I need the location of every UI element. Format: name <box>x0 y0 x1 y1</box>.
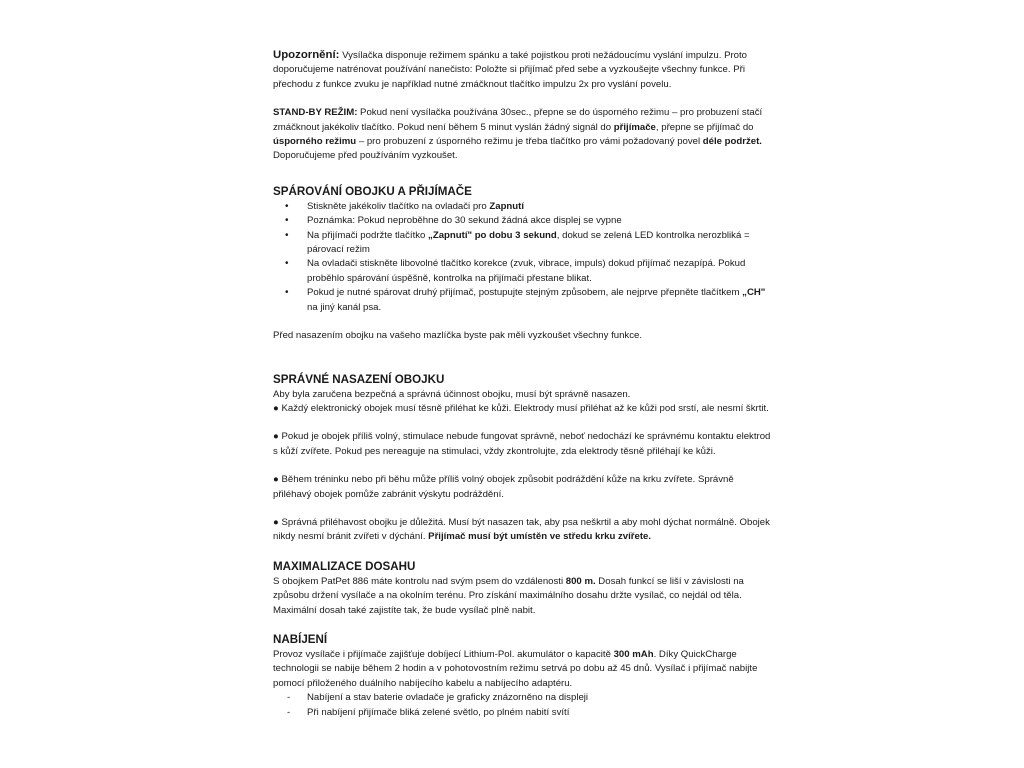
list-item: - Nabíjení a stav baterie ovladače je graficky znázorněno na displeji <box>287 691 773 705</box>
pairing-list <box>273 200 773 315</box>
standby-lead: STAND-BY REŽIM: <box>273 107 358 119</box>
standby-bold-1: přijímače <box>613 121 656 133</box>
range-heading: MAXIMALIZACE DOSAHU <box>273 559 416 573</box>
list-item: - Při nabíjení přijímače bliká zelené světlo, po plném nabití svítí <box>287 706 773 720</box>
charging-paragraph <box>273 648 773 691</box>
standby-text-3: – pro probuzení z úsporného režimu je třeba tlačítko pro vámi požadovaný povel <box>356 136 703 148</box>
pairing-item-5-bold: „CH" <box>742 287 766 299</box>
list-item <box>285 286 773 315</box>
pairing-item-3-text-2: , dokud se zelená LED kontrolka nerozbliká = párovací režim <box>307 229 750 256</box>
pairing-item-1-bold: Zapnutí <box>489 200 525 212</box>
warning-paragraph <box>273 48 773 92</box>
document-page <box>273 48 773 720</box>
pairing-item-4-text: Na ovladači stiskněte libovolné tlačítko korekce (zvuk, vibrace, impuls) dokud přijímač nezapípá. Pokud proběhlo spárování úspěšně, kontrolka na přijímači přestane blikat. <box>307 258 746 284</box>
fitting-heading: SPRÁVNÉ NASAZENÍ OBOJKU <box>273 372 445 386</box>
fitting-bullet-4-text: ● Správná přiléhavost obojku je důležitá. Musí být nasazen tak, aby psa neškrtil a aby mohl dýchat normálně. Obojek nikdy nesmí bránit zvířeti v dýchání. <box>273 516 770 543</box>
fitting-bullet-3: ● Během tréninku nebo při běhu může příliš volný obojek způsobit podráždění kůže na krku zvířete. Správně přiléhavý obojek pomůže zabránit výskytu podráždění. <box>273 474 734 500</box>
pairing-item-1-text: Stiskněte jakékoliv tlačítko na ovladači pro <box>307 200 490 212</box>
standby-bold-2: úsporného režimu <box>273 136 357 148</box>
pairing-item-5-text-2: na jiný kanál psa. <box>307 301 382 313</box>
pairing-heading: SPÁROVÁNÍ OBOJKU A PŘIJÍMAČE <box>273 184 472 198</box>
standby-text-4: Doporučujeme před používáním vyzkoušet. <box>273 150 458 162</box>
range-bold: 800 m. <box>565 575 596 587</box>
standby-text-1: Pokud není vysílačka používána 30sec., přepne se do úsporného režimu – pro probuzení stačí zmáčknout jakékoliv tlačítko. Pokud není během 5 minut vyslán žádný signál do <box>273 107 763 133</box>
fitting-bullet-1: ● Každý elektronický obojek musí těsně přiléhat ke kůži. Elektrody musí přiléhat až ke kůži pod srstí, ale nesmí škrtit. <box>273 402 769 414</box>
fitting-bullet-2: ● Pokud je obojek příliš volný, stimulace nebude fungovat správně, neboť nedochází ke správnému kontaktu elektrod s kůží zvířete. Pokud pes nereaguje na stimulaci, vždy zkontrolujte, zda elektrody těsně přiléhají ke kůži. <box>273 431 771 457</box>
pairing-item-2-text: Poznámka: Pokud neproběhne do 30 sekund žádná akce displej se vypne <box>307 215 622 227</box>
list-item <box>285 200 773 214</box>
list-item <box>285 214 773 228</box>
pairing-after-text: Před nasazením obojku na vašeho mazlíčka byste pak měli vyzkoušet všechny funkce. <box>273 330 643 342</box>
range-paragraph <box>273 575 773 618</box>
charging-heading: NABÍJENÍ <box>273 632 328 646</box>
charging-text-1: Provoz vysílače i přijímače zajišťuje dobíjecí Lithium-Pol. akumulátor o kapacitě <box>273 648 614 660</box>
warning-lead: Upozornění: <box>273 49 340 61</box>
fitting-intro: Aby byla zaručena bezpečná a správná účinnost obojku, musí být správně nasazen. <box>273 388 631 400</box>
pairing-item-5-text-1: Pokud je nutné spárovat druhý přijímač, postupujte stejným způsobem, ale nejprve přepněte tlačítkem <box>307 287 743 299</box>
pairing-item-3-text-1: Na přijímači podržte tlačítko <box>307 229 429 241</box>
standby-paragraph <box>273 106 773 164</box>
charging-list <box>273 691 773 720</box>
range-text-1: S obojkem PatPet 886 máte kontrolu nad svým psem do vzdálenosti <box>273 575 566 587</box>
pairing-item-3-bold: „Zapnutí" po dobu 3 sekund <box>428 229 557 241</box>
standby-text-2: , přepne se přijímač do <box>655 121 754 133</box>
warning-text: Vysílačka disponuje režimem spánku a také pojistkou proti nežádoucímu vyslání impulzu. Proto doporučujeme natrénovat používání nanečisto: Položte si přijímač před sebe a vyzkoušejte všechny funkce. Při přechodu z funkce zvuku je například nutné zmáčknout tlačítko impulzu 2x pro vyslání povelu. <box>273 50 748 90</box>
list-item <box>285 257 773 286</box>
fitting-bullet-4-bold: Přijímač musí být umístěn ve středu krku zvířete. <box>428 531 652 543</box>
standby-bold-3: déle podržet. <box>702 136 762 148</box>
charging-bold: 300 mAh <box>613 648 654 660</box>
fitting-bullet-4 <box>273 516 773 545</box>
charging-text-2: . Díky QuickCharge technologii se nabije během 2 hodin a v pohotovostním režimu setrvá po dobu až 45 dnů. Vysílač i přijímač nabijte pomocí přiloženého duálního nabíjecího kabelu a nabíjecího adaptéru. <box>273 648 758 689</box>
list-item <box>285 229 773 258</box>
range-text-2: Dosah funkcí se liší v závislosti na způsobu držení vysílače a na okolním terénu. Pro získání maximálního dosahu držte vysílač, co nejdál od těla. Maximální dosah také zajistíte tak, že bude vysílač plně nabit. <box>273 575 744 616</box>
